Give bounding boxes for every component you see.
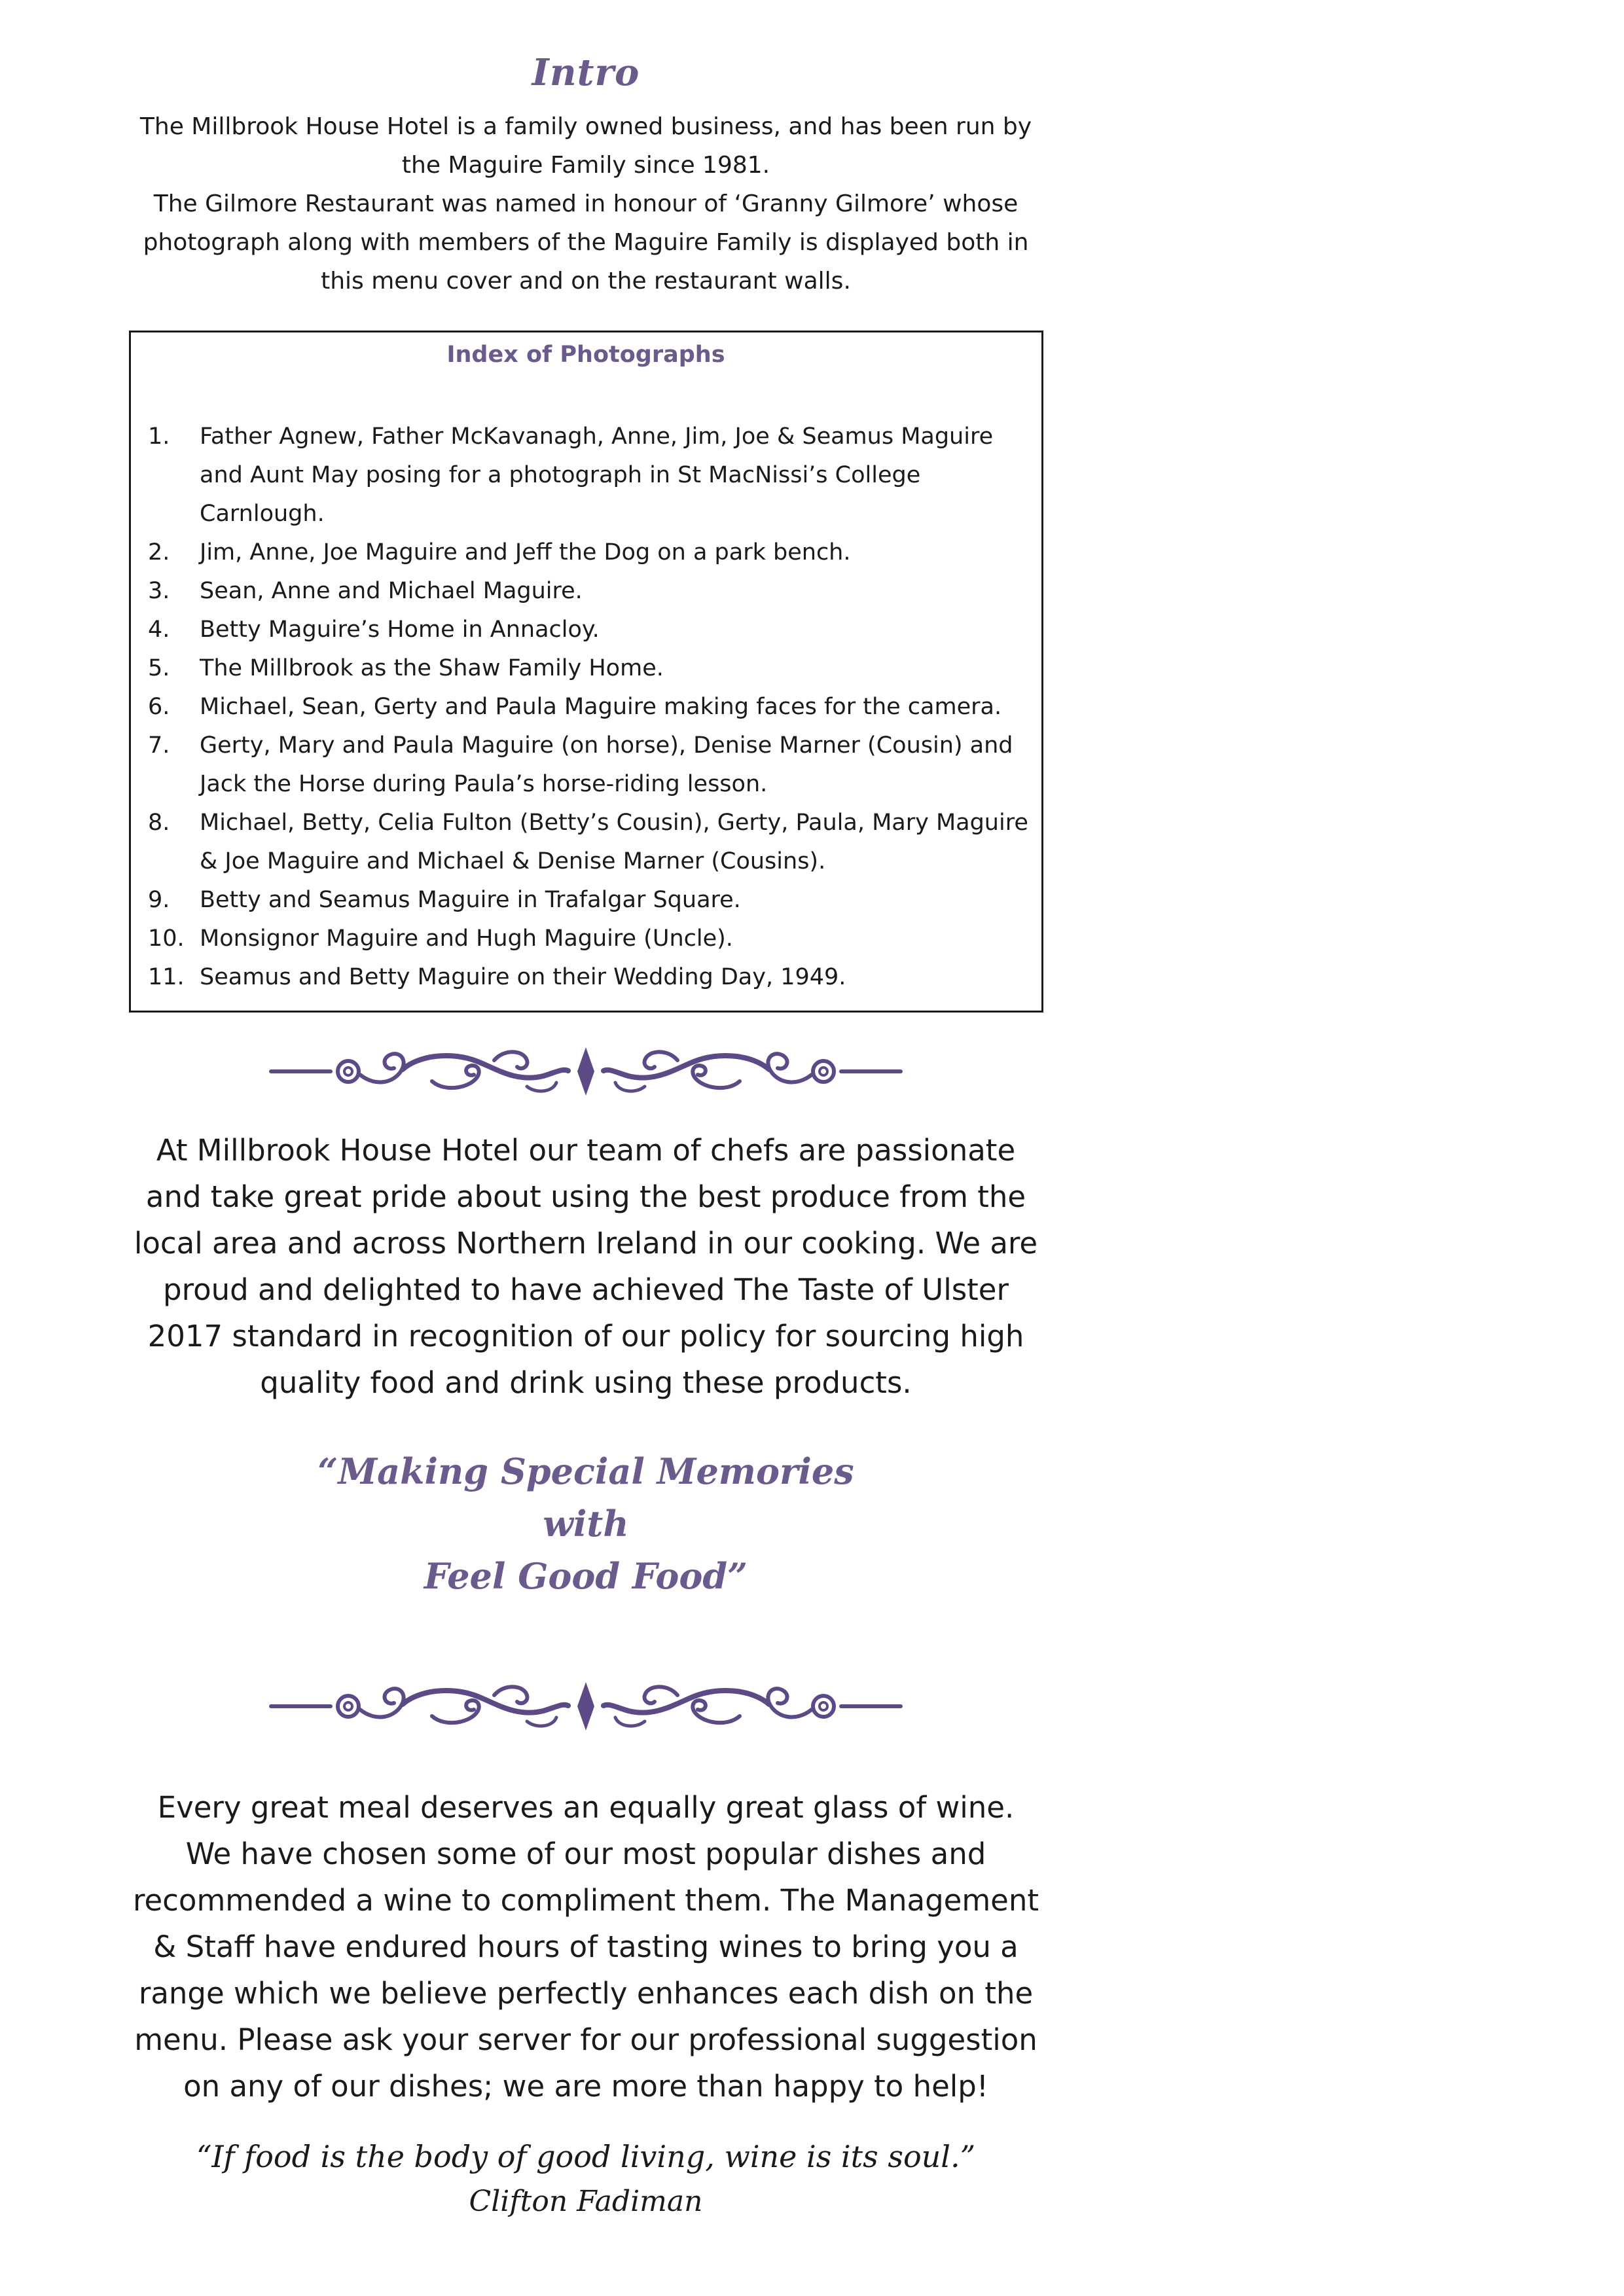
photo-index-title: Index of Photographs	[446, 342, 725, 368]
list-item-number: 4.	[148, 617, 170, 643]
list-item	[148, 533, 1032, 572]
list-item-number: 11.	[148, 964, 185, 990]
list-item	[148, 920, 1032, 958]
wine-body: We have chosen some of our most popular dishes and recommended a wine to compliment them. The Management & Staff have endured hours of tasting wines to bring you a range which we believe perfectly enhances each dish on the menu. Please ask your server for our professional suggestion on any of our dishes; we are more than happy to help!	[132, 1837, 1039, 2104]
intro-paragraph-granny-gilmore: The Gilmore Restaurant was named in honour of ‘Granny Gilmore’ whose photograph along with members of the Maguire Family is displayed both in this menu cover and on the restaurant walls.	[143, 190, 1029, 295]
list-item	[148, 726, 1032, 804]
list-item	[148, 958, 1032, 997]
scroll-ornament-divider-icon	[268, 1042, 903, 1101]
list-item-number: 8.	[148, 810, 170, 836]
photo-index-list	[148, 418, 1032, 997]
list-item-number: 6.	[148, 694, 170, 720]
chefs-paragraph: At Millbrook House Hotel our team of chefs are passionate and take great pride about using the best produce from the local area and across Northern Ireland in our cooking. We are proud and delighted to have achieved The Taste of Ulster 2017 standard in recognition of our policy for sourcing high quality food and drink using these products.	[134, 1133, 1038, 1400]
scroll-ornament-divider-icon	[268, 1677, 903, 1736]
wine-quote: “If food is the body of good living, wine is its soul.”	[196, 2139, 976, 2174]
list-item-text: Sean, Anne and Michael Maguire.	[200, 578, 583, 604]
tagline	[131, 1445, 1041, 1602]
list-item-number: 3.	[148, 578, 170, 604]
list-item-text: Monsignor Maguire and Hugh Maguire (Uncle).	[200, 925, 733, 952]
intro-paragraph-family-business: The Millbrook House Hotel is a family owned business, and has been run by the Maguire Family since 1981.	[139, 113, 1032, 179]
list-item	[148, 572, 1032, 611]
list-item-number: 1.	[148, 423, 170, 450]
tagline-line-1: “Making Special Memories	[317, 1450, 854, 1492]
list-item-text: Michael, Betty, Celia Fulton (Betty’s Cousin), Gerty, Paula, Mary Maguire & Joe Maguire and Michael & Denise Marner (Cousins).	[200, 810, 1028, 874]
list-item	[148, 611, 1032, 649]
quote-author: Clifton Fadiman	[469, 2185, 703, 2218]
list-item-number: 2.	[148, 539, 170, 565]
tagline-line-2: with	[543, 1503, 629, 1545]
wine-intro-line: Every great meal deserves an equally great glass of wine.	[157, 1790, 1015, 1825]
list-item-text: Seamus and Betty Maguire on their Wedding Day, 1949.	[200, 964, 846, 990]
list-item-text: Betty and Seamus Maguire in Trafalgar Square.	[200, 887, 741, 913]
intro-title: Intro	[532, 51, 640, 94]
wine-paragraph	[131, 1784, 1041, 2109]
list-item-number: 7.	[148, 732, 170, 759]
list-item-text: Betty Maguire’s Home in Annacloy.	[200, 617, 600, 643]
list-item	[148, 804, 1032, 881]
tagline-line-3: Feel Good Food”	[424, 1555, 748, 1597]
list-item-number: 10.	[148, 925, 185, 952]
list-item-number: 5.	[148, 655, 170, 681]
list-item-text: Jim, Anne, Joe Maguire and Jeff the Dog on a park bench.	[200, 539, 851, 565]
list-item-text: Michael, Sean, Gerty and Paula Maguire making faces for the camera.	[200, 694, 1002, 720]
list-item	[148, 649, 1032, 688]
list-item	[148, 418, 1032, 533]
list-item-number: 9.	[148, 887, 170, 913]
list-item	[148, 881, 1032, 920]
list-item-text: Father Agnew, Father McKavanagh, Anne, Jim, Joe & Seamus Maguire and Aunt May posing for a photograph in St MacNissi’s College Carnlough.	[200, 423, 994, 527]
list-item-text: The Millbrook as the Shaw Family Home.	[200, 655, 664, 681]
list-item	[148, 688, 1032, 726]
list-item-text: Gerty, Mary and Paula Maguire (on horse), Denise Marner (Cousin) and Jack the Horse during Paula’s horse-riding lesson.	[200, 732, 1013, 797]
